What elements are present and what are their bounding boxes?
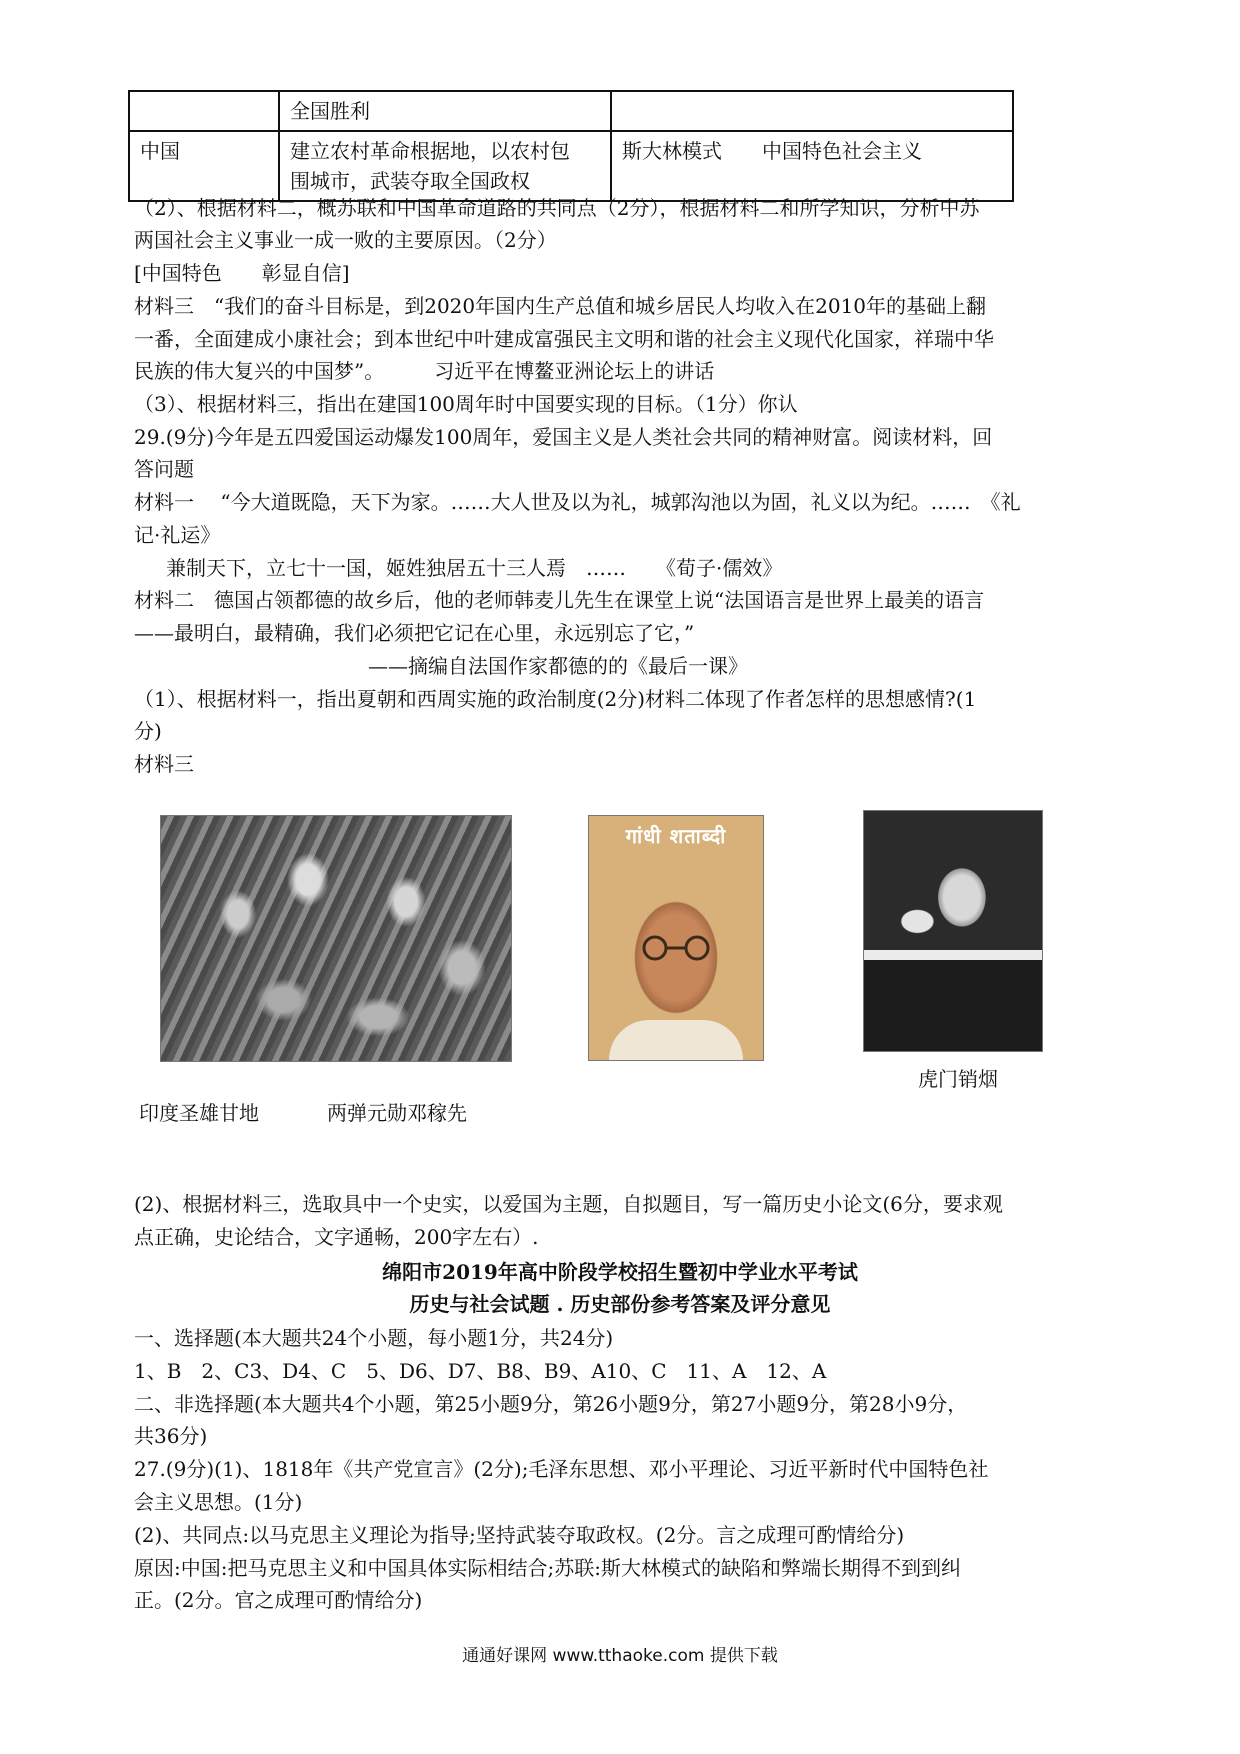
material-1-line: 兼制天下，立七十一国，姬姓独居五十三人焉 …… 《荀子·儒效》: [166, 556, 783, 580]
answer-subtitle: 历史与社会试题 . 历史部份参考答案及评分意见: [409, 1292, 831, 1316]
relief-sculpture-image: [160, 815, 512, 1062]
material-1-line: 记·礼运》: [134, 523, 221, 547]
section-title: [中国特色 彰显自信]: [134, 261, 350, 285]
answer-title: 绵阳市2019年高中阶段学校招生暨初中学业水平考试: [382, 1260, 858, 1284]
answer-keys: 1、B 2、C3、D4、C 5、D6、D7、B8、B9、A10、C 11、A 12、A: [134, 1359, 827, 1383]
gandhi-stamp-image: [588, 815, 764, 1061]
question-1-line: （1）、根据材料一，指出夏朝和西周实施的政治制度(2分)材料二体现了作者怎样的思想感情?(1: [134, 687, 977, 711]
material-3-line: 一番，全面建成小康社会；到本世纪中叶建成富强民主文明和谐的社会主义现代化国家，祥瑞中华: [134, 327, 994, 351]
table-row: [129, 91, 1013, 131]
table-cell-model: 斯大林模式 中国特色社会主义: [611, 131, 1013, 201]
image-caption-gandhi: 印度圣雄甘地: [139, 1101, 259, 1125]
cell-line: 围城市，武装夺取全国政权: [290, 169, 530, 193]
glasses-icon: [637, 934, 715, 962]
table-cell: [611, 91, 1013, 131]
answer-line: 共36分): [134, 1424, 208, 1448]
question-29-line: 答问题: [134, 457, 194, 481]
essay-question-line: 点正确，史论结合，文字通畅，200字左右）.: [134, 1225, 539, 1249]
material-3-line: 材料三 “我们的奋斗目标是，到2020年国内生产总值和城乡居民人均收入在2010年的基础上翻: [134, 294, 987, 318]
material-2-line: 材料二 德国占领都德的故乡后，他的老师韩麦儿先生在课堂上说“法国语言是世界上最美的语言: [134, 588, 985, 612]
footer-text: 通通好课网 www.tthaoke.com 提供下载: [462, 1646, 778, 1666]
question-3-line: （3）、根据材料三，指出在建国100周年时中国要实现的目标。（1分）你认: [134, 392, 798, 416]
portrait-photo-image: [863, 810, 1043, 1052]
material-1-line: 材料一 “今大道既隐，天下为家。……大人世及以为礼，城郭沟池以为固，礼义以为纪。…… 《礼: [134, 490, 1021, 514]
answer-27-line: 会主义思想。(1分): [134, 1490, 303, 1514]
table-cell: 全国胜利: [279, 91, 611, 131]
stamp-title: गांधी शताब्दी: [625, 824, 727, 848]
photo-caption: 虎门销烟: [918, 1067, 998, 1091]
material-2-line: ——最明白，最精确，我们必须把它记在心里，永远别忘了它，”: [134, 621, 695, 645]
question-1-line: 分): [134, 719, 162, 743]
material-2-source: ——摘编自法国作家都德的的《最后一课》: [368, 654, 748, 678]
question-2-line: （2）、根据材料二，概苏联和中国革命道路的共同点（2分），根据材料二和所学知识，分析中苏: [134, 196, 980, 220]
table-cell: [129, 91, 279, 131]
material-3-label: 材料三: [134, 752, 194, 776]
essay-question-line: (2)、根据材料三，选取具中一个史实，以爱国为主题，自拟题目，写一篇历史小论文(6分，要求观: [134, 1192, 1003, 1216]
answer-line: 一、选择题(本大题共24个小题，每小题1分，共24分): [134, 1326, 614, 1350]
answer-27-line: 原因:中国:把马克思主义和中国具体实际相结合;苏联:斯大林模式的缺陷和弊端长期得不到到纠: [134, 1556, 961, 1580]
answer-27-line: 27.(9分)(1)、1818年《共产党宣言》(2分);毛泽东思想、邓小平理论、习近平新时代中国特色社: [134, 1457, 989, 1481]
answer-27-line: 正。(2分。官之成理可酌情给分): [134, 1588, 423, 1612]
question-2-line: 两国社会主义事业一成一败的主要原因。（2分）: [134, 228, 557, 252]
shawl-shape: [609, 1020, 743, 1060]
comparison-table: [128, 90, 1014, 202]
image-caption-deng: 两弹元勋邓稼先: [327, 1101, 467, 1125]
question-29-line: 29.(9分)今年是五四爱国运动爆发100周年，爱国主义是人类社会共同的精神财富。阅读材料，回: [134, 425, 993, 449]
answer-27-line: (2)、共同点:以马克思主义理论为指导;坚持武装夺取政权。(2分。言之成理可酌情给分): [134, 1523, 905, 1547]
material-3-line: 民族的伟大复兴的中国梦”。 习近平在博鳌亚洲论坛上的讲话: [134, 359, 715, 383]
cell-line: 建立农村革命根据地，以农村包: [290, 139, 570, 163]
table-cell-country: 中国: [129, 131, 279, 201]
answer-line: 二、非选择题(本大题共4个小题，第25小题9分，第26小题9分，第27小题9分，第28小9分，: [134, 1392, 968, 1416]
table-row: [129, 131, 1013, 201]
table-cell-path: [279, 131, 611, 201]
